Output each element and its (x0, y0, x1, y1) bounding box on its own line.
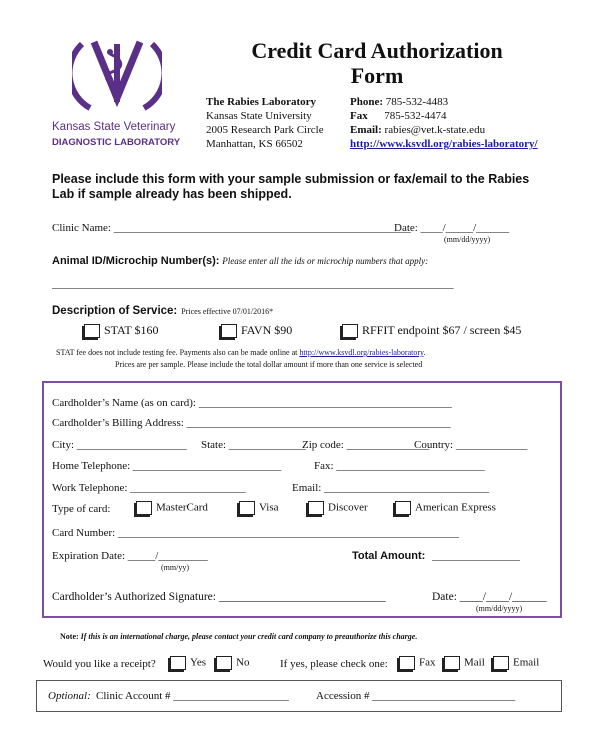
logo-line1: Kansas State Veterinary (52, 121, 176, 133)
receipt-email-option[interactable]: Email (493, 656, 539, 670)
international-note: Note: If this is an international charge, please contact your credit card company to preauthorize this charge. (60, 632, 418, 641)
country-field[interactable]: Country: _____________ (414, 439, 528, 451)
clinic-date-format: (mm/dd/yyyy) (444, 235, 491, 244)
receipt-no-checkbox[interactable] (216, 656, 232, 670)
clinic-account-field[interactable]: Clinic Account # _____________________ (96, 690, 289, 702)
fee-payment-link[interactable]: http://www.ksvdl.org/rabies-laboratory (299, 348, 424, 357)
receipt-yes-checkbox[interactable] (170, 656, 186, 670)
state-field[interactable]: State: ______________ (201, 439, 306, 451)
card-fax-field[interactable]: Fax: ___________________________ (314, 460, 485, 472)
expiration-field[interactable]: Expiration Date: _____/_________ (52, 550, 208, 562)
card-number-field[interactable]: Card Number: ______________________________________________________________ (52, 527, 459, 539)
service-option-stat[interactable]: STAT $160 (84, 323, 159, 338)
caduceus-v-logo-icon (72, 38, 162, 118)
website-link[interactable]: http://www.ksvdl.org/rabies-laboratory/ (350, 138, 538, 150)
total-amount-field[interactable]: ________________ (432, 550, 520, 562)
discover-checkbox[interactable] (308, 501, 324, 515)
work-telephone-field[interactable]: Work Telephone: _____________________ (52, 482, 246, 494)
service-label: Description of Service: Prices effective 07/01/2016* (52, 305, 274, 317)
signature-date-format: (mm/dd/yyyy) (476, 604, 523, 613)
logo (52, 38, 182, 148)
email-address: rabies@vet.k-state.edu (384, 124, 486, 136)
home-telephone-field[interactable]: Home Telephone: ___________________________ (52, 460, 282, 472)
receipt-mail-checkbox[interactable] (444, 656, 460, 670)
city-field[interactable]: City: ____________________ (52, 439, 187, 451)
card-type-label: Type of card: (52, 503, 111, 515)
receipt-no-option[interactable]: No (216, 656, 249, 670)
animal-id-label: Animal ID/Microchip Number(s): Please enter all the ids or microchip numbers that apply: (52, 255, 429, 267)
service-option-rffit[interactable]: RFFIT endpoint $67 / screen $45 (342, 323, 521, 338)
favn-checkbox[interactable] (221, 324, 237, 338)
amex-checkbox[interactable] (395, 501, 411, 515)
clinic-date-field[interactable]: Date: ____/_____/______ (394, 222, 510, 234)
receipt-question: Would you like a receipt? (43, 658, 156, 670)
signature-date-field[interactable]: Date: ____/____/______ (432, 591, 547, 603)
page-title: Credit Card Authorization Form (251, 38, 503, 88)
receipt-yes-option[interactable]: Yes (170, 656, 206, 670)
animal-id-input-line[interactable]: _________________________________________________________________________ (52, 278, 454, 290)
signature-field[interactable]: Cardholder’s Authorized Signature: _____________________________ (52, 591, 386, 603)
phone-number: 785-532-4483 (385, 96, 449, 108)
cardholder-name-field[interactable]: Cardholder’s Name (as on card): ______________________________________________ (52, 397, 452, 409)
fee-note-line2: Prices are per sample. Please include the total dollar amount if more than one service is selected (115, 360, 423, 369)
receipt-fax-checkbox[interactable] (399, 656, 415, 670)
receipt-email-checkbox[interactable] (493, 656, 509, 670)
receipt-mail-option[interactable]: Mail (444, 656, 485, 670)
visa-checkbox[interactable] (239, 501, 255, 515)
fee-note-line1: STAT fee does not include testing fee. Payments also can be made online at http://www.ksvdl.org/rabies-laboratory. (56, 348, 426, 357)
clinic-name-field[interactable]: Clinic Name: ______________________________________________________ (52, 222, 411, 234)
card-type-mastercard[interactable]: MasterCard (136, 501, 208, 515)
billing-address-field[interactable]: Cardholder’s Billing Address: ________________________________________________ (52, 417, 451, 429)
zip-field[interactable]: Zip code: _______________ (302, 439, 430, 451)
card-type-visa[interactable]: Visa (239, 501, 279, 515)
service-option-favn[interactable]: FAVN $90 (221, 323, 292, 338)
logo-line2: DIAGNOSTIC LABORATORY (52, 137, 181, 148)
receipt-fax-option[interactable]: Fax (399, 656, 436, 670)
stat-checkbox[interactable] (84, 324, 100, 338)
fax-number: 785-532-4474 (384, 110, 447, 122)
rffit-checkbox[interactable] (342, 324, 358, 338)
optional-label: Optional: (48, 690, 91, 702)
expiration-format: (mm/yy) (161, 563, 189, 572)
receipt-method-label: If yes, please check one: (280, 658, 388, 670)
lab-address: The Rabies Laboratory Kansas State University 2005 Research Park Circle Manhattan, KS 66502 (206, 96, 324, 150)
card-email-field[interactable]: Email: ______________________________ (292, 482, 490, 494)
accession-field[interactable]: Accession # __________________________ (316, 690, 516, 702)
card-type-amex[interactable]: American Express (395, 501, 496, 515)
total-amount-label: Total Amount: (352, 550, 426, 562)
instructions: Please include this form with your sample submission or fax/email to the Rabies Lab if sample already has been shipped. (52, 172, 530, 201)
mastercard-checkbox[interactable] (136, 501, 152, 515)
lab-name: The Rabies Laboratory (206, 96, 316, 108)
lab-contact: Phone: 785-532-4483 Fax 785-532-4474 Email: rabies@vet.k-state.edu http://www.ksvdl.org/rabies-laboratory/ (350, 96, 538, 150)
card-type-discover[interactable]: Discover (308, 501, 368, 515)
